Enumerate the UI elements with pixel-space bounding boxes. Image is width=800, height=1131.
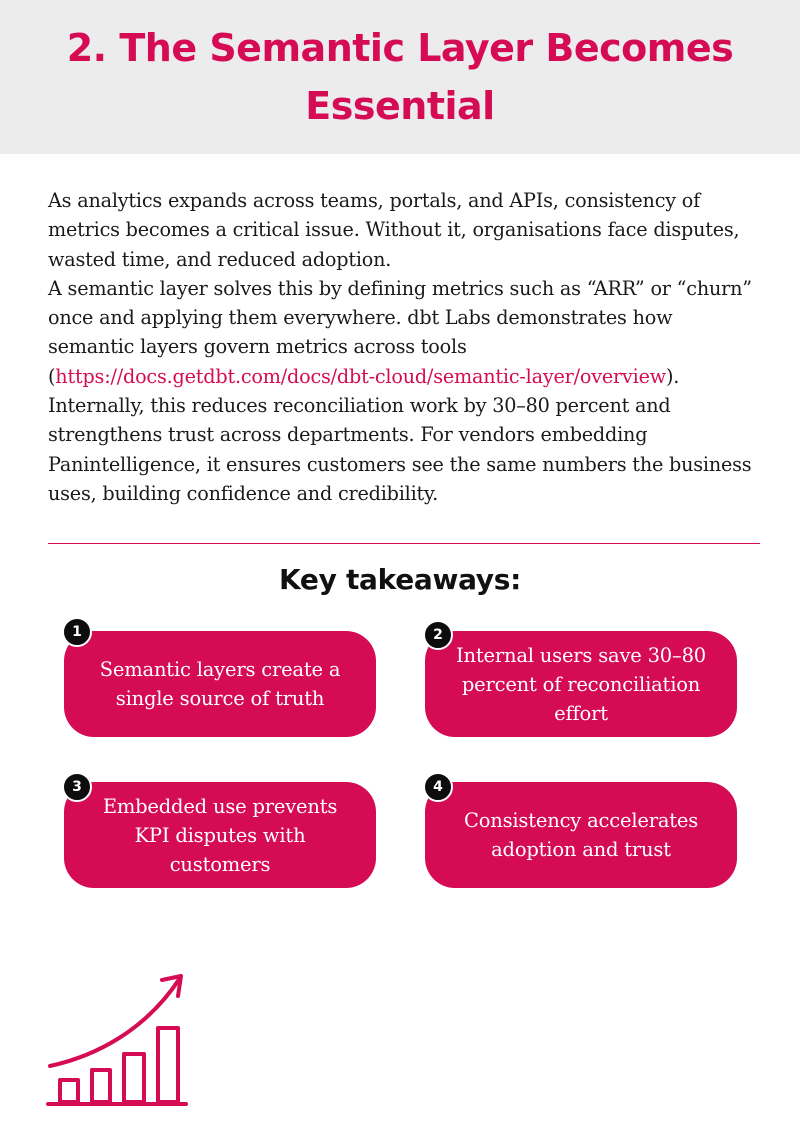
takeaway-text-4: Consistency accelerates adoption and trust (463, 809, 699, 861)
paragraph-1: As analytics expands across teams, portals, and APIs, consistency of metrics becomes a critical issue. Without it, organisations face disputes, wasted time, and reduced adoption. (48, 189, 740, 271)
takeaway-card-1 (64, 631, 376, 737)
takeaway-badge-2: 2 (423, 620, 453, 650)
takeaway-badge-4: 4 (423, 772, 453, 802)
dbt-docs-link[interactable]: https://docs.getdbt.com/docs/dbt-cloud/semantic-layer/overview (55, 364, 666, 388)
page-title: 2. The Semantic Layer Becomes Essential (66, 26, 734, 128)
takeaway-badge-1: 1 (62, 617, 92, 647)
takeaways-title: Key takeaways: (278, 563, 522, 596)
paragraph-2 (48, 274, 760, 508)
takeaway-text-3: Embedded use prevents KPI disputes with customers (102, 794, 338, 876)
growth-chart-icon (46, 968, 196, 1108)
takeaway-text-1: Semantic layers create a single source of truth (99, 658, 341, 710)
takeaway-card-3 (64, 782, 376, 888)
paragraph-2-end: ). Internally, this reduces reconciliation work by 30–80 percent and strengthens trust across departments. For vendors embedding Panintelligence, it ensures customers see the same numbers the business uses, building confidence and credibility. (48, 364, 752, 505)
takeaway-badge-3: 3 (62, 772, 92, 802)
body-text (48, 186, 760, 508)
header-banner (0, 0, 800, 154)
takeaway-card-4 (425, 782, 737, 888)
section-divider (48, 543, 760, 544)
takeaway-card-2 (425, 631, 737, 737)
paragraph-2-start: A semantic layer solves this by defining metrics such as “ARR” or “churn” once and applying them everywhere. dbt Labs demonstrates how semantic layers govern metrics across tools ( (48, 276, 752, 388)
takeaway-text-2: Internal users save 30–80 percent of reconciliation effort (456, 643, 706, 725)
